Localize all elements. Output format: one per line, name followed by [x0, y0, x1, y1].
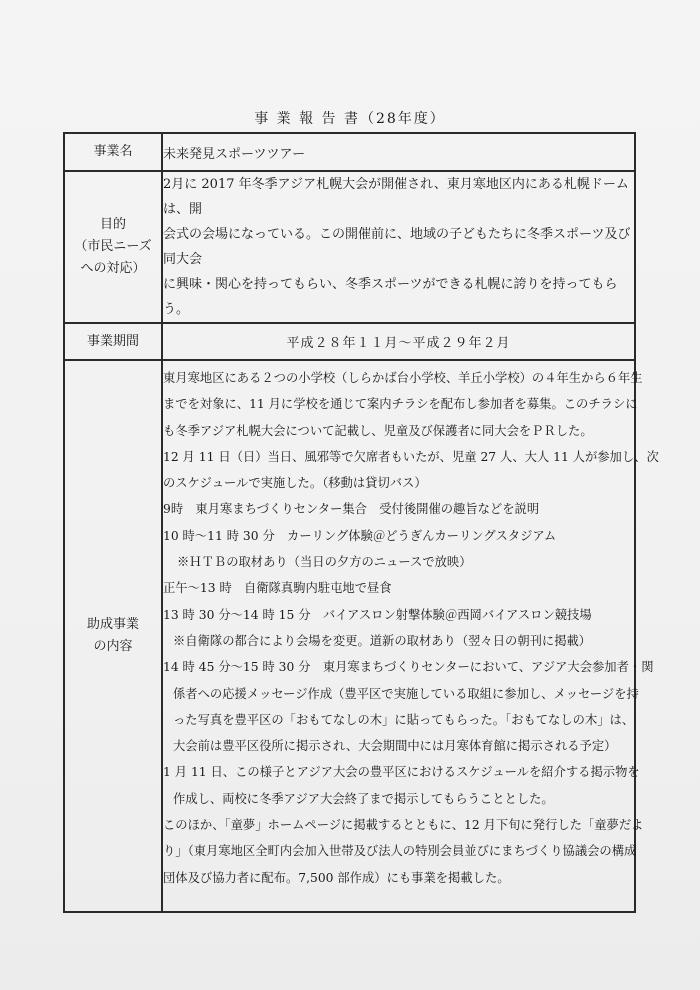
content-line: このほか、「童夢」ホームページに掲載するとともに、12 月下旬に発行した「童夢だよ [163, 818, 644, 833]
content-line: 作成し、両校に冬季アジア大会終了まで掲示してもらうこととした。 [173, 791, 554, 806]
value-project-name: 未来発見スポーツツアー [162, 133, 635, 171]
content-line: 大会前は豊平区役所に掲示され、大会期間中には月寒体育館に掲示される予定） [173, 739, 617, 754]
content-line: 団体及び協力者に配布。7,500 部作成）にも事業を掲載した。 [163, 870, 510, 885]
row-period [64, 323, 635, 360]
label-purpose [64, 171, 162, 323]
label-project-name: 事業名 [64, 133, 162, 171]
row-content [64, 360, 635, 912]
purpose-line: 会式の会場になっている。この開催前に、地域の子どもたちに冬季スポーツ及び同大会 [163, 227, 631, 267]
label-purpose-line: への対応） [80, 261, 146, 276]
content-line: のスケジュールで実施した。（移動は貸切バス） [163, 476, 427, 491]
content-line: 東月寒地区にある２つの小学校（しらかば台小学校、羊丘小学校）の４年生から６年生 [163, 371, 643, 385]
report-table [63, 132, 659, 913]
value-period: 平成２８年１１月～平成２９年２月 [162, 323, 635, 360]
content-line: り」（東月寒地区全町内会加入世帯及び法人の特別会員並びにまちづくり協議会の構成 [163, 844, 637, 859]
label-purpose-line: 目的 [99, 217, 126, 232]
label-content [64, 360, 162, 912]
content-line: 13 時 30 分～14 時 15 分 バイアスロン射撃体験＠西岡バイアスロン競技場 [163, 607, 592, 622]
purpose-line: 2月に 2017 年冬季アジア札幌大会が開催され、東月寒地区内にある札幌ドームは、開 [163, 177, 629, 217]
content-line: 10 時～11 時 30 分 カーリング体験＠どうぎんカーリングスタジアム [163, 528, 557, 543]
content-line: 12 月 11 日（日）当日、風邪等で欠席者もいたが、児童 27 人、大人 11 人が参加し、次 [163, 449, 659, 464]
content-line: 正午～13 時 自衛隊真駒内駐屯地で昼食 [163, 581, 392, 596]
label-content-line: 助成事業 [86, 617, 139, 632]
value-purpose [162, 171, 635, 323]
label-purpose-line: （市民ニーズ [74, 239, 152, 254]
purpose-line: に興味・関心を持ってもらい、冬季スポーツができる札幌に誇りを持ってもらう。 [163, 277, 618, 317]
row-project-name [64, 133, 635, 171]
content-line: 1 月 11 日、この様子とアジア大会の豊平区におけるスケジュールを紹介する掲示物を [163, 765, 640, 780]
content-line: った写真を豊平区の「おもてなしの木」に貼ってもらった。「おもてなしの木」は、 [173, 712, 635, 727]
label-period: 事業期間 [64, 323, 162, 360]
document-title: 事 業 報 告 書（28年度） [254, 111, 446, 127]
content-line: 9時 東月寒まちづくりセンター集合 受付後開催の趣旨などを説明 [163, 502, 540, 517]
content-line: ※ＨＴＢの取材あり（当日の夕方のニュースで放映） [177, 555, 472, 570]
content-line: も冬季アジア札幌大会について記載し、児童及び保護者に同大会をＰＲした。 [163, 423, 593, 438]
value-content [162, 360, 659, 912]
content-line: までを対象に、11 月に学校を通じて案内チラシを配布し参加者を募集。このチラシに [163, 397, 638, 412]
row-purpose [64, 171, 635, 323]
label-content-line: の内容 [93, 639, 133, 654]
content-line: 14 時 45 分～15 時 30 分 東月寒まちづくりセンターにおいて、アジア大会参加者・関 [163, 660, 654, 675]
content-line: ※自衛隊の都合により会場を変更。道新の取材あり（翌々日の朝刊に掲載） [173, 633, 592, 648]
content-line: 係者への応援メッセージ作成（豊平区で実施している取組に参加し、メッセージを持 [173, 686, 639, 701]
